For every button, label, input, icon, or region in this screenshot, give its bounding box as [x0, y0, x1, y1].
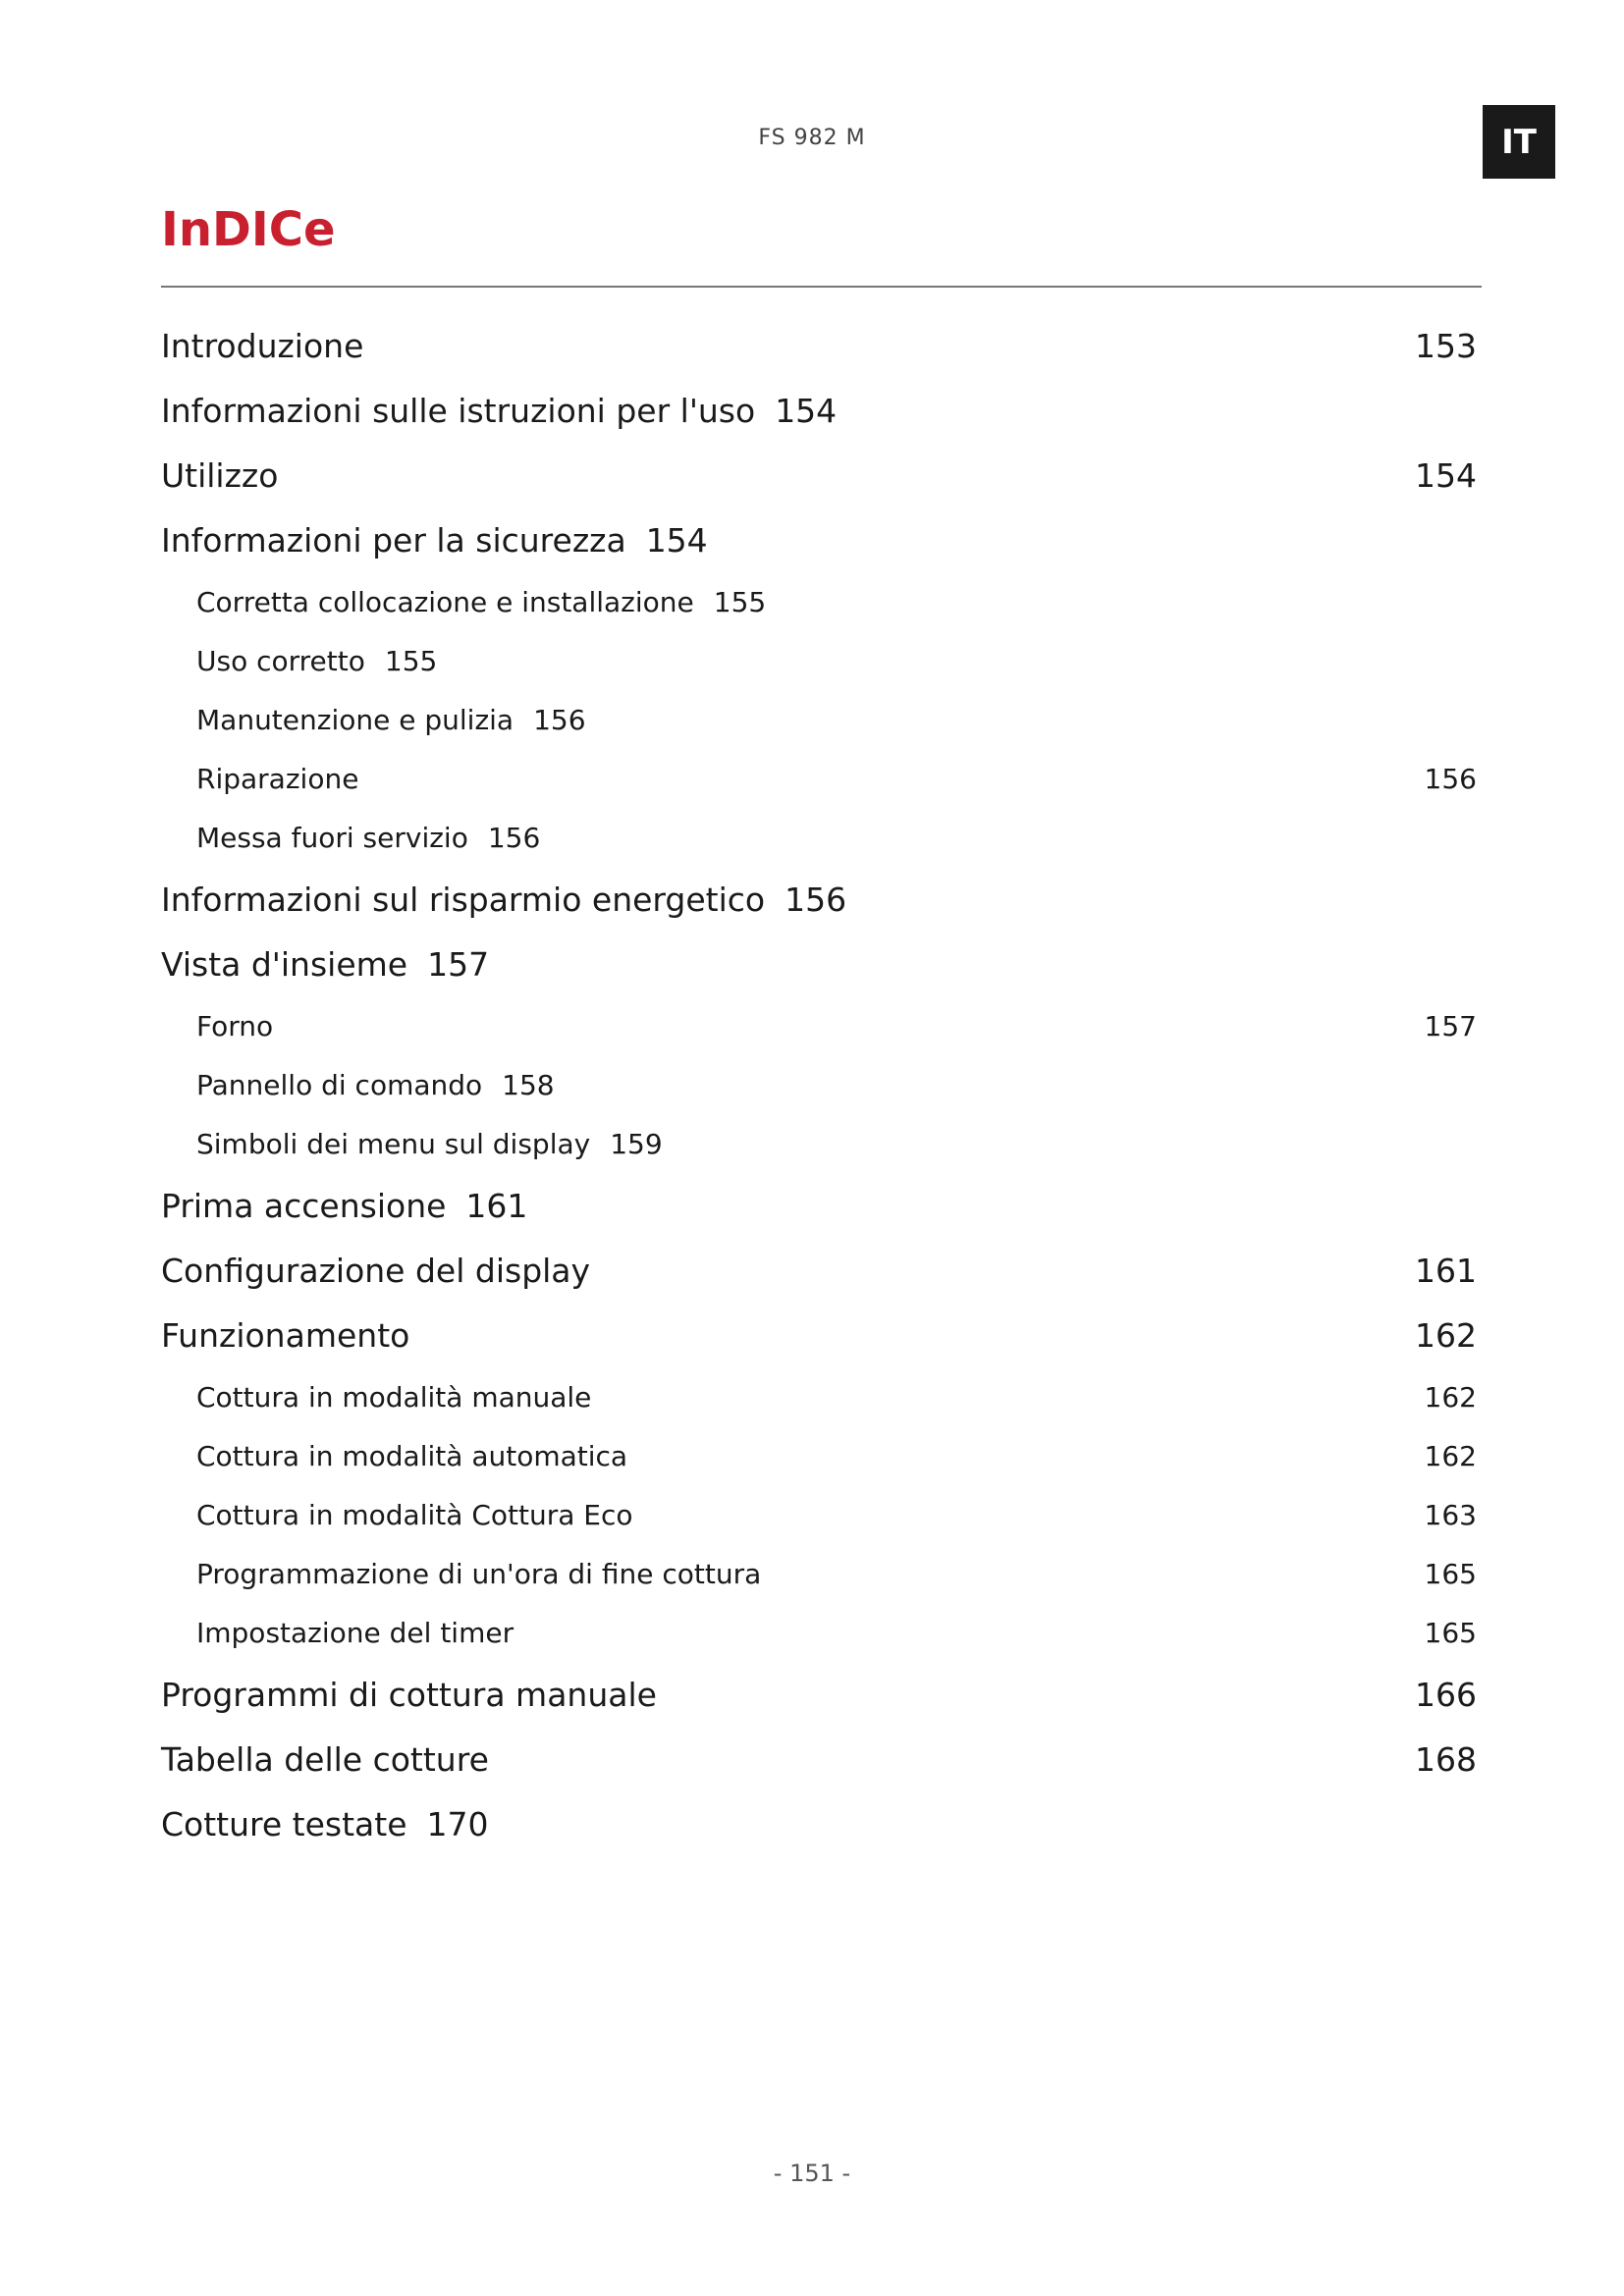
- toc-entry-page: 165: [1424, 1617, 1477, 1649]
- toc-entry-page: 157: [1424, 1010, 1477, 1042]
- toc-entry[interactable]: [161, 1728, 1477, 1792]
- table-of-contents: [161, 314, 1477, 1857]
- page-number: - 151 -: [773, 2160, 851, 2187]
- toc-entry-page: 154: [775, 392, 838, 430]
- toc-entry-page: 156: [533, 704, 586, 736]
- toc-subentry[interactable]: [161, 1427, 1477, 1486]
- toc-entry-page: 155: [384, 645, 438, 677]
- toc-entry-title: Informazioni per la sicurezza: [161, 521, 626, 560]
- toc-entry-page: 156: [487, 822, 541, 854]
- toc-entry-title: Configurazione del display: [161, 1252, 591, 1290]
- toc-entry-title: Messa fuori servizio: [196, 822, 468, 854]
- toc-entry-title: Simboli dei menu sul display: [196, 1128, 591, 1160]
- toc-entry[interactable]: [161, 1792, 1477, 1857]
- toc-entry[interactable]: [161, 314, 1477, 379]
- toc-entry[interactable]: [161, 933, 1477, 997]
- toc-entry-title: Prima accensione: [161, 1187, 447, 1225]
- toc-entry-title: Informazioni sulle istruzioni per l'uso: [161, 392, 756, 430]
- toc-entry-page: 157: [427, 945, 490, 984]
- document-header-model: FS 982 M: [758, 126, 866, 150]
- toc-subentry[interactable]: [161, 1545, 1477, 1604]
- toc-entry-page: 161: [465, 1187, 528, 1225]
- toc-entry-page: 156: [1424, 763, 1477, 795]
- toc-entry-page: 170: [426, 1805, 489, 1843]
- toc-entry-page: 154: [1415, 456, 1477, 495]
- toc-entry[interactable]: [161, 868, 1477, 933]
- toc-entry-title: Impostazione del timer: [196, 1617, 514, 1649]
- toc-entry-title: Introduzione: [161, 327, 364, 365]
- toc-entry-title: Funzionamento: [161, 1316, 410, 1355]
- title-divider: [161, 286, 1482, 288]
- toc-subentry[interactable]: [161, 1486, 1477, 1545]
- toc-subentry[interactable]: [161, 632, 1477, 691]
- toc-entry-title: Cotture testate: [161, 1805, 407, 1843]
- page-title: InDICe: [161, 202, 336, 257]
- toc-entry-page: 153: [1415, 327, 1477, 365]
- toc-entry-title: Manutenzione e pulizia: [196, 704, 514, 736]
- toc-entry-title: Programmazione di un'ora di fine cottura: [196, 1558, 762, 1590]
- language-tab: IT: [1483, 105, 1555, 179]
- toc-entry-page: 166: [1415, 1676, 1477, 1714]
- toc-entry[interactable]: [161, 444, 1477, 508]
- toc-entry-page: 165: [1424, 1558, 1477, 1590]
- toc-entry-title: Pannello di comando: [196, 1069, 483, 1101]
- toc-entry-page: 162: [1424, 1440, 1477, 1472]
- toc-subentry[interactable]: [161, 750, 1477, 809]
- toc-entry-title: Informazioni sul risparmio energetico: [161, 881, 766, 919]
- toc-subentry[interactable]: [161, 1056, 1477, 1115]
- toc-entry-title: Riparazione: [196, 763, 359, 795]
- toc-entry-page: 156: [785, 881, 847, 919]
- toc-entry-page: 162: [1424, 1381, 1477, 1414]
- toc-entry-title: Cottura in modalità automatica: [196, 1440, 628, 1472]
- toc-entry[interactable]: [161, 1663, 1477, 1728]
- toc-entry-page: 168: [1415, 1740, 1477, 1779]
- toc-subentry[interactable]: [161, 1368, 1477, 1427]
- toc-entry[interactable]: [161, 379, 1477, 444]
- toc-entry-page: 158: [502, 1069, 555, 1101]
- toc-entry-title: Corretta collocazione e installazione: [196, 586, 694, 618]
- toc-subentry[interactable]: [161, 809, 1477, 868]
- toc-entry-page: 154: [645, 521, 708, 560]
- toc-entry[interactable]: [161, 1174, 1477, 1239]
- toc-entry-page: 161: [1415, 1252, 1477, 1290]
- toc-entry[interactable]: [161, 508, 1477, 573]
- toc-entry-title: Vista d'insieme: [161, 945, 408, 984]
- toc-entry-title: Uso corretto: [196, 645, 365, 677]
- toc-entry[interactable]: [161, 1304, 1477, 1368]
- toc-entry[interactable]: [161, 1239, 1477, 1304]
- toc-entry-page: 155: [713, 586, 767, 618]
- toc-entry-title: Programmi di cottura manuale: [161, 1676, 657, 1714]
- toc-subentry[interactable]: [161, 573, 1477, 632]
- toc-entry-title: Cottura in modalità manuale: [196, 1381, 592, 1414]
- toc-entry-title: Tabella delle cotture: [161, 1740, 489, 1779]
- toc-entry-page: 163: [1424, 1499, 1477, 1531]
- toc-entry-page: 162: [1415, 1316, 1477, 1355]
- toc-subentry[interactable]: [161, 691, 1477, 750]
- toc-subentry[interactable]: [161, 1115, 1477, 1174]
- toc-subentry[interactable]: [161, 1604, 1477, 1663]
- toc-entry-page: 159: [610, 1128, 663, 1160]
- toc-entry-title: Forno: [196, 1010, 274, 1042]
- toc-subentry[interactable]: [161, 997, 1477, 1056]
- toc-entry-title: Utilizzo: [161, 456, 279, 495]
- toc-entry-title: Cottura in modalità Cottura Eco: [196, 1499, 633, 1531]
